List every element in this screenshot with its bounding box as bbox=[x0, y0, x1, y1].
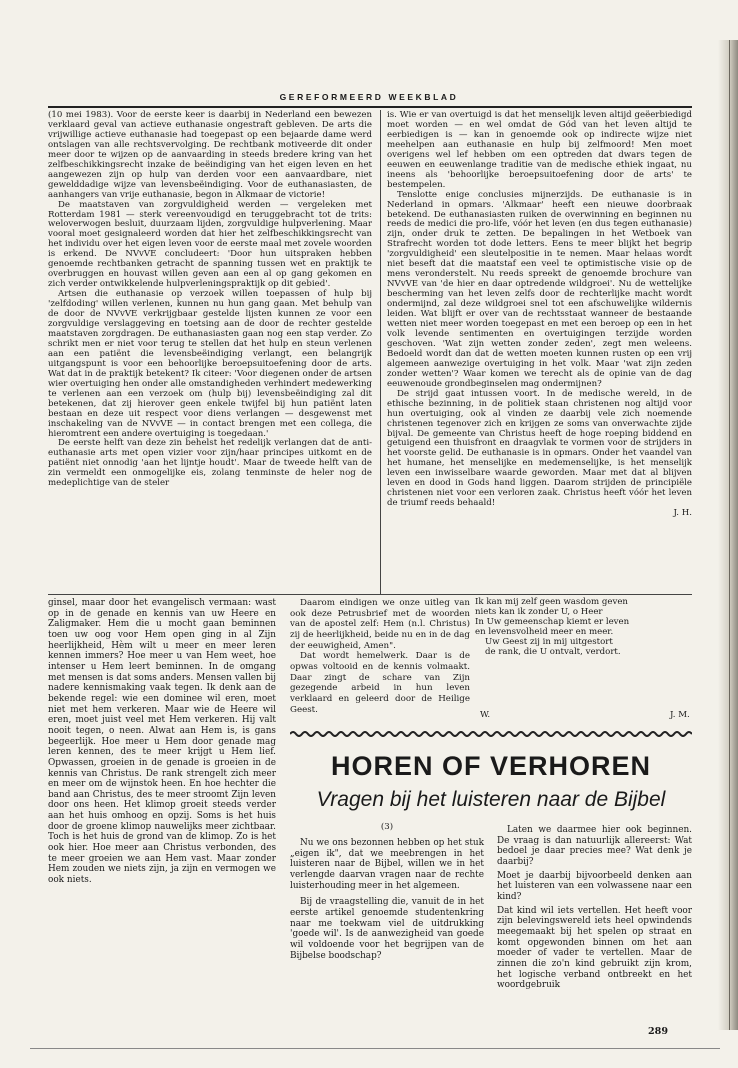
paragraph: Dat kind wil iets vertellen. Het heeft voor zijn belevingswereld iets heel opwindends meegemaakt bij het spelen op straat en komt opgewonden binnen om het aan moeder of vader te vertellen. Maar de zinnen die zo'n kind gebruikt zijn krom, het logische verband ontbreekt en het woordgebruik bbox=[497, 905, 692, 991]
poem-line: Ik kan mij zelf geen wasdom geven bbox=[475, 597, 628, 607]
author-signature: J. H. bbox=[673, 508, 692, 519]
poem-signature-left: W. bbox=[480, 710, 491, 720]
paragraph: De eerste helft van deze zin behelst het redelijk verlangen dat de anti-euthanasie arts met open vizier voor zijn/haar principes uitkomt en de patiënt niet onnodig 'aan het lijntje houdt'. Maar de tweede helft van de zin vermeldt een onmogelijke eis, zolang tenminste de heler nog de medeplichtige van de steler bbox=[48, 438, 372, 489]
article-title: HOREN OF VERHOREN bbox=[330, 751, 652, 781]
paragraph: ginsel, maar door het evangelisch vermaan: wast op in de genade en kennis van uw Heere en Zaligmaker. Hem die u mocht gaan beminnen toen uw oog voor Hem open ging in al Zijn heerlijkheid, Hèm wilt u meer en meer leren kennen immers? Hoe meer u van Hem weet, hoe intenser u Hem leert beminnen. In de omgang met mensen is dat soms anders. Mensen vallen bij nadere kennismaking vaak tegen. Ik denk aan de bekende regel: wie een dominee wil eren, moet niet met hem verkeren. Maar wie de Heere wil eren, moet juist veel met Hem verkeren. Hij valt nooit tegen, o neen. Alwat aan Hem is, is gans begeerlijk. Hoe meer u Hem door genade mag leren kennen, des te meer krijgt u Hem lief. Opwassen, groeien in de genade is groeien in de kennis van Christus. De rank strengelt zich meer en meer om de wijnstok heen. En hoe hechter die band aan Christus, des te meer stroomt Zijn leven door ons heen. Het klimop groeit steeds verder aan het huis omhoog en opzij. Soms is het huis door de groene klimop nauwelijks meer zichtbaar. Toch is het huis de grond van de klimop. Zo is het ook hier. Hoe meer aan Christus verbonden, des te meer groeien we aan Hem vast. Maar zonder Hem zouden we niets zijn, ja zijn en vermogen we ook niets. bbox=[48, 598, 276, 886]
paragraph: De maatstaven van zorgvuldigheid werden — vergeleken met Rotterdam 1981 — sterk vereenvoudigd en teruggebracht tot de trits: weloverwogen besluit, duurzaam lijden, zorgvuldige hulpverlening. Maar vooral moet gesignaleerd worden dat hier het zelfbeschikkingsrecht van het individu over het eigen leven voor de eerste maal met zovele woorden is erkend. De NVvVE concludeert: 'Door hun uitspraken hebben genoemde rechtbanken getracht de spanning tussen wet en praktijk te overbruggen en houvast willen geven aan een al op gang gekomen en zich verder ontwikkelende hulpverleningspraktijk op dit gebied'. bbox=[48, 199, 372, 290]
masthead-rule bbox=[48, 106, 692, 108]
section-rule bbox=[48, 594, 692, 595]
wavy-divider bbox=[290, 730, 692, 738]
paragraph: Tenslotte enige conclusies mijnerzijds. De euthanasie is in Nederland in opmars. 'Alkmaar' heeft een nieuwe doorbraak betekend. De euthanasiasten ruiken de overwinning en beginnen nu reeds de medici die pro-life, vóór het leven (en dus tegen euthanasie) zijn, onder druk te zetten. De bepalingen in het Wetboek van Strafrecht worden tot dode letters. Eens te meer blijkt het begrip 'zorgvuldigheid' een sleutelpositie in te nemen. Maar helaas wordt niet beseft dat die maatstaf een veel te optimistische visie op de mens veronderstelt. Nu reeds spreekt de genoemde brochure van NVvVE van 'de hier en daar optredende wildgroei'. Nu de wettelijke bescherming van het leven zelfs door de rechterlijke macht wordt ondermijnd, zal deze wildgroei snel tot een afschuwelijke wildernis leiden. Wat blijft er over van de rechtsstaat wanneer de bestaande wetten niet meer worden toegepast en met een beroep op een in het volk levende sentimenten en overtuigingen terzijde worden geschoven. 'Wat zijn wetten zonder zeden', zegt men weleens. Bedoeld wordt dan dat de wetten moeten kunnen rusten op een vrij algemeen aanwezige overtuiging in het volk. Maar 'wat zijn zeden zonder wetten'? Waar komen we terecht als de opinie van de dag eeuwenoude grondbeginselen mag ondermijnen? bbox=[387, 189, 692, 389]
poem bbox=[475, 597, 695, 658]
top-right-column bbox=[387, 111, 692, 519]
page-edge-line bbox=[729, 40, 730, 1030]
page-number: 289 bbox=[648, 1026, 669, 1037]
poem-signature-right: J. M. bbox=[670, 710, 690, 720]
poem-line: en levensvolheid meer en meer. bbox=[475, 627, 614, 638]
paragraph: Moet je daarbij bijvoorbeeld denken aan het luisteren van een volwassene naar een kind? bbox=[497, 870, 692, 902]
paragraph: Dat wordt hemelwerk. Daar is de opwas voltooid en de kennis volmaakt. Daar zingt de schare van Zijn gezegende arbeid in hun leven verklaard en geleerd door de Heilige Geest. bbox=[290, 651, 470, 715]
poem-line: de rank, die U ontvalt, verdort. bbox=[485, 647, 621, 658]
paragraph: Laten we daarmee hier ook beginnen. De vraag is dan natuurlijk allereerst: Wat bedoel je daar precies mee? Wat denk je daarbij? bbox=[497, 825, 692, 867]
paragraph: Bij de vraagstelling die, vanuit de in het eerste artikel genoemde studentenkring naar me toekwam viel de uitdrukking 'goede wil'. Is de aanwezigheid van goede wil voldoende voor het begrijpen van de Bijbelse boodschap? bbox=[290, 897, 484, 961]
paragraph: Nu we ons bezonnen hebben op het stuk „eigen ik", dat we meebrengen in het luisteren naar de Bijbel, willen we in het verlengde daarvan vragen naar de rechte luisterhouding meer in het algemeen. bbox=[290, 838, 484, 891]
paragraph: De strijd gaat intussen voort. In de medische wereld, in de ethische bezinning, in de politiek staan christenen nog altijd voor hun overtuiging, ook al vinden ze daarbij vele zich noemende christenen tegenover zich en krijgen ze soms van onverwachte zijde bijval. De gemeente van Christus heeft de hoge roeping biddend en getuigend een thuisfront en draagvlak te vormen voor de strijders in het voorste gelid. De euthanasie is in opmars. Onder het vaandel van het humane, het menselijke en medemenselijke, is het menselijk leven een inwisselbare waarde geworden. Maar met dat al blijven leven en dood in Gods hand liggen. Daarom strijden de principiële christenen niet voor een verloren zaak. Christus heeft vóór het leven de triumf reeds behaald! bbox=[387, 388, 692, 509]
poem-line: In Uw gemeenschap kiemt er leven bbox=[475, 617, 630, 628]
article-subtitle: Vragen bij het luisteren naar de Bijbel bbox=[316, 788, 666, 811]
poem-line: niets kan ik zonder U, o Heer bbox=[475, 607, 603, 618]
bottom-edge-line bbox=[30, 1048, 720, 1049]
top-left-column bbox=[48, 111, 372, 489]
paragraph: Daarom eindigen we onze uitleg van ook deze Petrusbrief met de woorden van de apostel zelf: Hem (n.l. Christus) zij de heerlijkheid, beide nu en in de dag der eeuwigheid, Amen". bbox=[290, 598, 470, 651]
poem-line: Uw Geest zij in mij uitgestort bbox=[485, 637, 613, 648]
lower-left-column bbox=[48, 598, 276, 886]
paragraph: Artsen die euthanasie op verzoek willen toepassen of hulp bij 'zelfdoding' willen verlenen, kunnen nu hun gang gaan. Met behulp van de door de NVvVE verkrijgbaar gestelde lijsten kunnen ze voor een zorgvuldige verslaggeving en toetsing aan de door de rechter gestelde maatstaven zorgdragen. De euthanasiasten gaan nog een stap verder. Zo schrikt men er niet voor terug te stellen dat het hulp en steun verlenen aan een patiënt die levensbeëindiging verlangt, een belangrijk uitgangspunt is voor een behoorlijke beroepsuitoefening door de arts. Wat dat in de praktijk betekent? Ik citeer: 'Voor diegenen onder de artsen wier overtuiging hen onder alle omstandigheden verhindert medewerking te verlenen aan een verzoek om (hulp bij) levensbeëindiging zal dit betekenen, dat zij hierover geen enkele twijfel bij hun patiënt laten bestaan en deze uit respect voor diens verlangen — desgewenst met inschakeling van de NVvVE — in contact brengen met een collega, die hieromtrent een andere overtuiging is toegedaan.' bbox=[48, 289, 372, 439]
article-right-column bbox=[497, 825, 692, 991]
article-part-number: (3) bbox=[380, 822, 394, 832]
masthead: GEREFORMEERD WEEKBLAD bbox=[279, 92, 459, 102]
article-left-column bbox=[290, 838, 484, 961]
page-edge bbox=[718, 40, 738, 1030]
paragraph: is. Wie er van overtuigd is dat het menselijk leven altijd geëerbiedigd moet worden — en wel omdat de Gód van het leven altijd te eerbiedigen is — kan in genoemde ook op indirecte wijze niet meehelpen aan euthanasie en hulp bij zelfmoord! Men moet overigens wel lef hebben om een optreden dat dwars tegen de eeuwen en eeuwenlange traditie van de medische ethiek ingaat, nu ineens als 'behoorlijke beroepsuitoefening door de arts' te bestempelen. bbox=[387, 110, 692, 190]
column-divider bbox=[380, 110, 381, 594]
lower-middle-column bbox=[290, 598, 470, 715]
paragraph: (10 mei 1983). Voor de eerste keer is daarbij in Nederland een bewezen verklaard geval van actieve euthanasie ongestraft gebleven. De arts die vrijwillige actieve euthanasie had toegepast op een bejaarde dame werd ontslagen van alle rechtsvervolging. De rechtbank motiveerde dit onder meer door te wijzen op de aanvaarding in steeds bredere kring van het zelfbeschikkingsrecht inzake de beëindiging van het eigen leven en het aangewezen zijn op hulp van derden voor een aanvaardbare, niet gewelddadige wijze van levensbeëindiging. Voor de euthanasiasten, de aanhangers van vrije euthanasie, begon in Alkmaar de victorie! bbox=[48, 110, 372, 200]
